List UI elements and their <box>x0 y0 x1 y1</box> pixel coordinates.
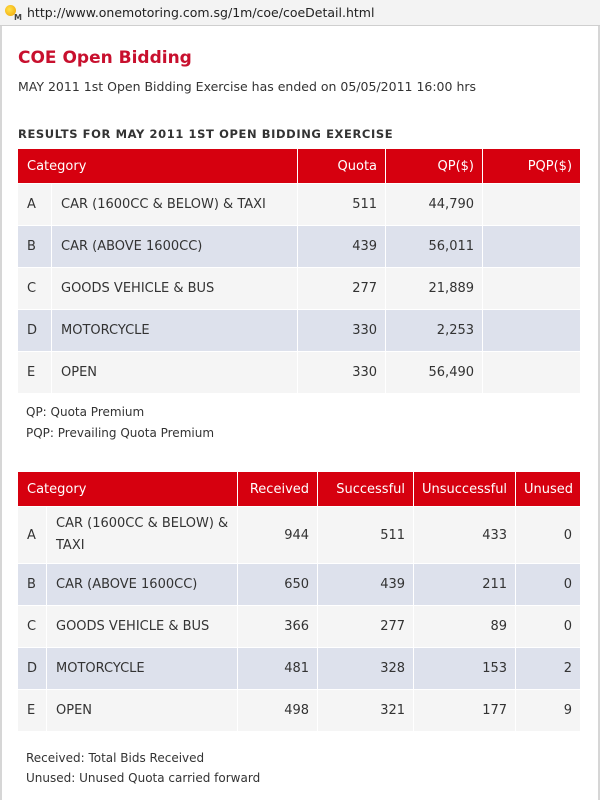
header-unused: Unused <box>516 472 580 506</box>
category-code: B <box>18 225 52 267</box>
table-row <box>18 689 580 731</box>
unused-legend-note: Unused: Unused Quota carried forward <box>26 771 261 785</box>
header-qp: QP($) <box>386 149 483 183</box>
received-value: 366 <box>238 605 318 647</box>
table-header-row <box>18 472 580 506</box>
quota-value: 439 <box>298 225 386 267</box>
pqp-value <box>483 351 580 393</box>
category-name: OPEN <box>47 689 238 731</box>
unused-value: 0 <box>516 506 580 563</box>
category-code: E <box>18 689 47 731</box>
category-code: A <box>18 506 47 563</box>
category-code: E <box>18 351 52 393</box>
successful-value: 328 <box>318 647 414 689</box>
pqp-legend-note: PQP: Prevailing Quota Premium <box>26 426 215 440</box>
exercise-status-text: MAY 2011 1st Open Bidding Exercise has ended on 05/05/2011 16:00 hrs <box>18 79 477 94</box>
unused-value: 0 <box>516 563 580 605</box>
pqp-value <box>483 183 580 225</box>
table-row <box>18 605 580 647</box>
category-name: CAR (ABOVE 1600CC) <box>52 225 298 267</box>
category-name: GOODS VEHICLE & BUS <box>52 267 298 309</box>
quota-value: 330 <box>298 351 386 393</box>
table-row <box>18 647 580 689</box>
category-code: A <box>18 183 52 225</box>
quota-value: 330 <box>298 309 386 351</box>
table-row <box>18 309 580 351</box>
received-value: 498 <box>238 689 318 731</box>
page-title: COE Open Bidding <box>18 48 192 68</box>
category-name: CAR (1600CC & BELOW) & TAXI <box>52 183 298 225</box>
site-favicon-icon: M <box>4 4 22 22</box>
category-name: GOODS VEHICLE & BUS <box>47 605 238 647</box>
pqp-value <box>483 225 580 267</box>
header-pqp: PQP($) <box>483 149 580 183</box>
results-heading: RESULTS FOR MAY 2011 1ST OPEN BIDDING EXERCISE <box>18 127 394 141</box>
pqp-value <box>483 267 580 309</box>
qp-value: 21,889 <box>386 267 483 309</box>
successful-value: 439 <box>318 563 414 605</box>
unsuccessful-value: 433 <box>414 506 516 563</box>
category-code: D <box>18 309 52 351</box>
header-category: Category <box>18 149 298 183</box>
unused-value: 2 <box>516 647 580 689</box>
category-name: MOTORCYCLE <box>47 647 238 689</box>
qp-value: 2,253 <box>386 309 483 351</box>
table-row <box>18 183 580 225</box>
header-unsuccessful: Unsuccessful <box>414 472 516 506</box>
bids-table <box>18 472 580 731</box>
category-code: B <box>18 563 47 605</box>
table-row <box>18 225 580 267</box>
header-category: Category <box>18 472 238 506</box>
successful-value: 277 <box>318 605 414 647</box>
received-value: 650 <box>238 563 318 605</box>
url-text[interactable]: http://www.onemotoring.com.sg/1m/coe/coeDetail.html <box>27 5 375 20</box>
qp-value: 56,011 <box>386 225 483 267</box>
successful-value: 511 <box>318 506 414 563</box>
quota-value: 277 <box>298 267 386 309</box>
table-row <box>18 351 580 393</box>
received-value: 481 <box>238 647 318 689</box>
qp-value: 56,490 <box>386 351 483 393</box>
unused-value: 0 <box>516 605 580 647</box>
pqp-value <box>483 309 580 351</box>
unsuccessful-value: 211 <box>414 563 516 605</box>
unsuccessful-value: 177 <box>414 689 516 731</box>
table-row <box>18 506 580 563</box>
table-row <box>18 267 580 309</box>
category-code: D <box>18 647 47 689</box>
category-name: MOTORCYCLE <box>52 309 298 351</box>
table-row <box>18 563 580 605</box>
header-received: Received <box>238 472 318 506</box>
table-header-row <box>18 149 580 183</box>
received-legend-note: Received: Total Bids Received <box>26 751 205 765</box>
received-value: 944 <box>238 506 318 563</box>
unsuccessful-value: 89 <box>414 605 516 647</box>
header-quota: Quota <box>298 149 386 183</box>
category-name: OPEN <box>52 351 298 393</box>
category-name: CAR (ABOVE 1600CC) <box>47 563 238 605</box>
unused-value: 9 <box>516 689 580 731</box>
successful-value: 321 <box>318 689 414 731</box>
unsuccessful-value: 153 <box>414 647 516 689</box>
quota-premium-table <box>18 149 580 393</box>
category-code: C <box>18 267 52 309</box>
category-name: CAR (1600CC & BELOW) & TAXI <box>47 506 238 563</box>
category-code: C <box>18 605 47 647</box>
qp-legend-note: QP: Quota Premium <box>26 405 145 419</box>
address-bar[interactable] <box>0 0 600 26</box>
quota-value: 511 <box>298 183 386 225</box>
header-successful: Successful <box>318 472 414 506</box>
qp-value: 44,790 <box>386 183 483 225</box>
